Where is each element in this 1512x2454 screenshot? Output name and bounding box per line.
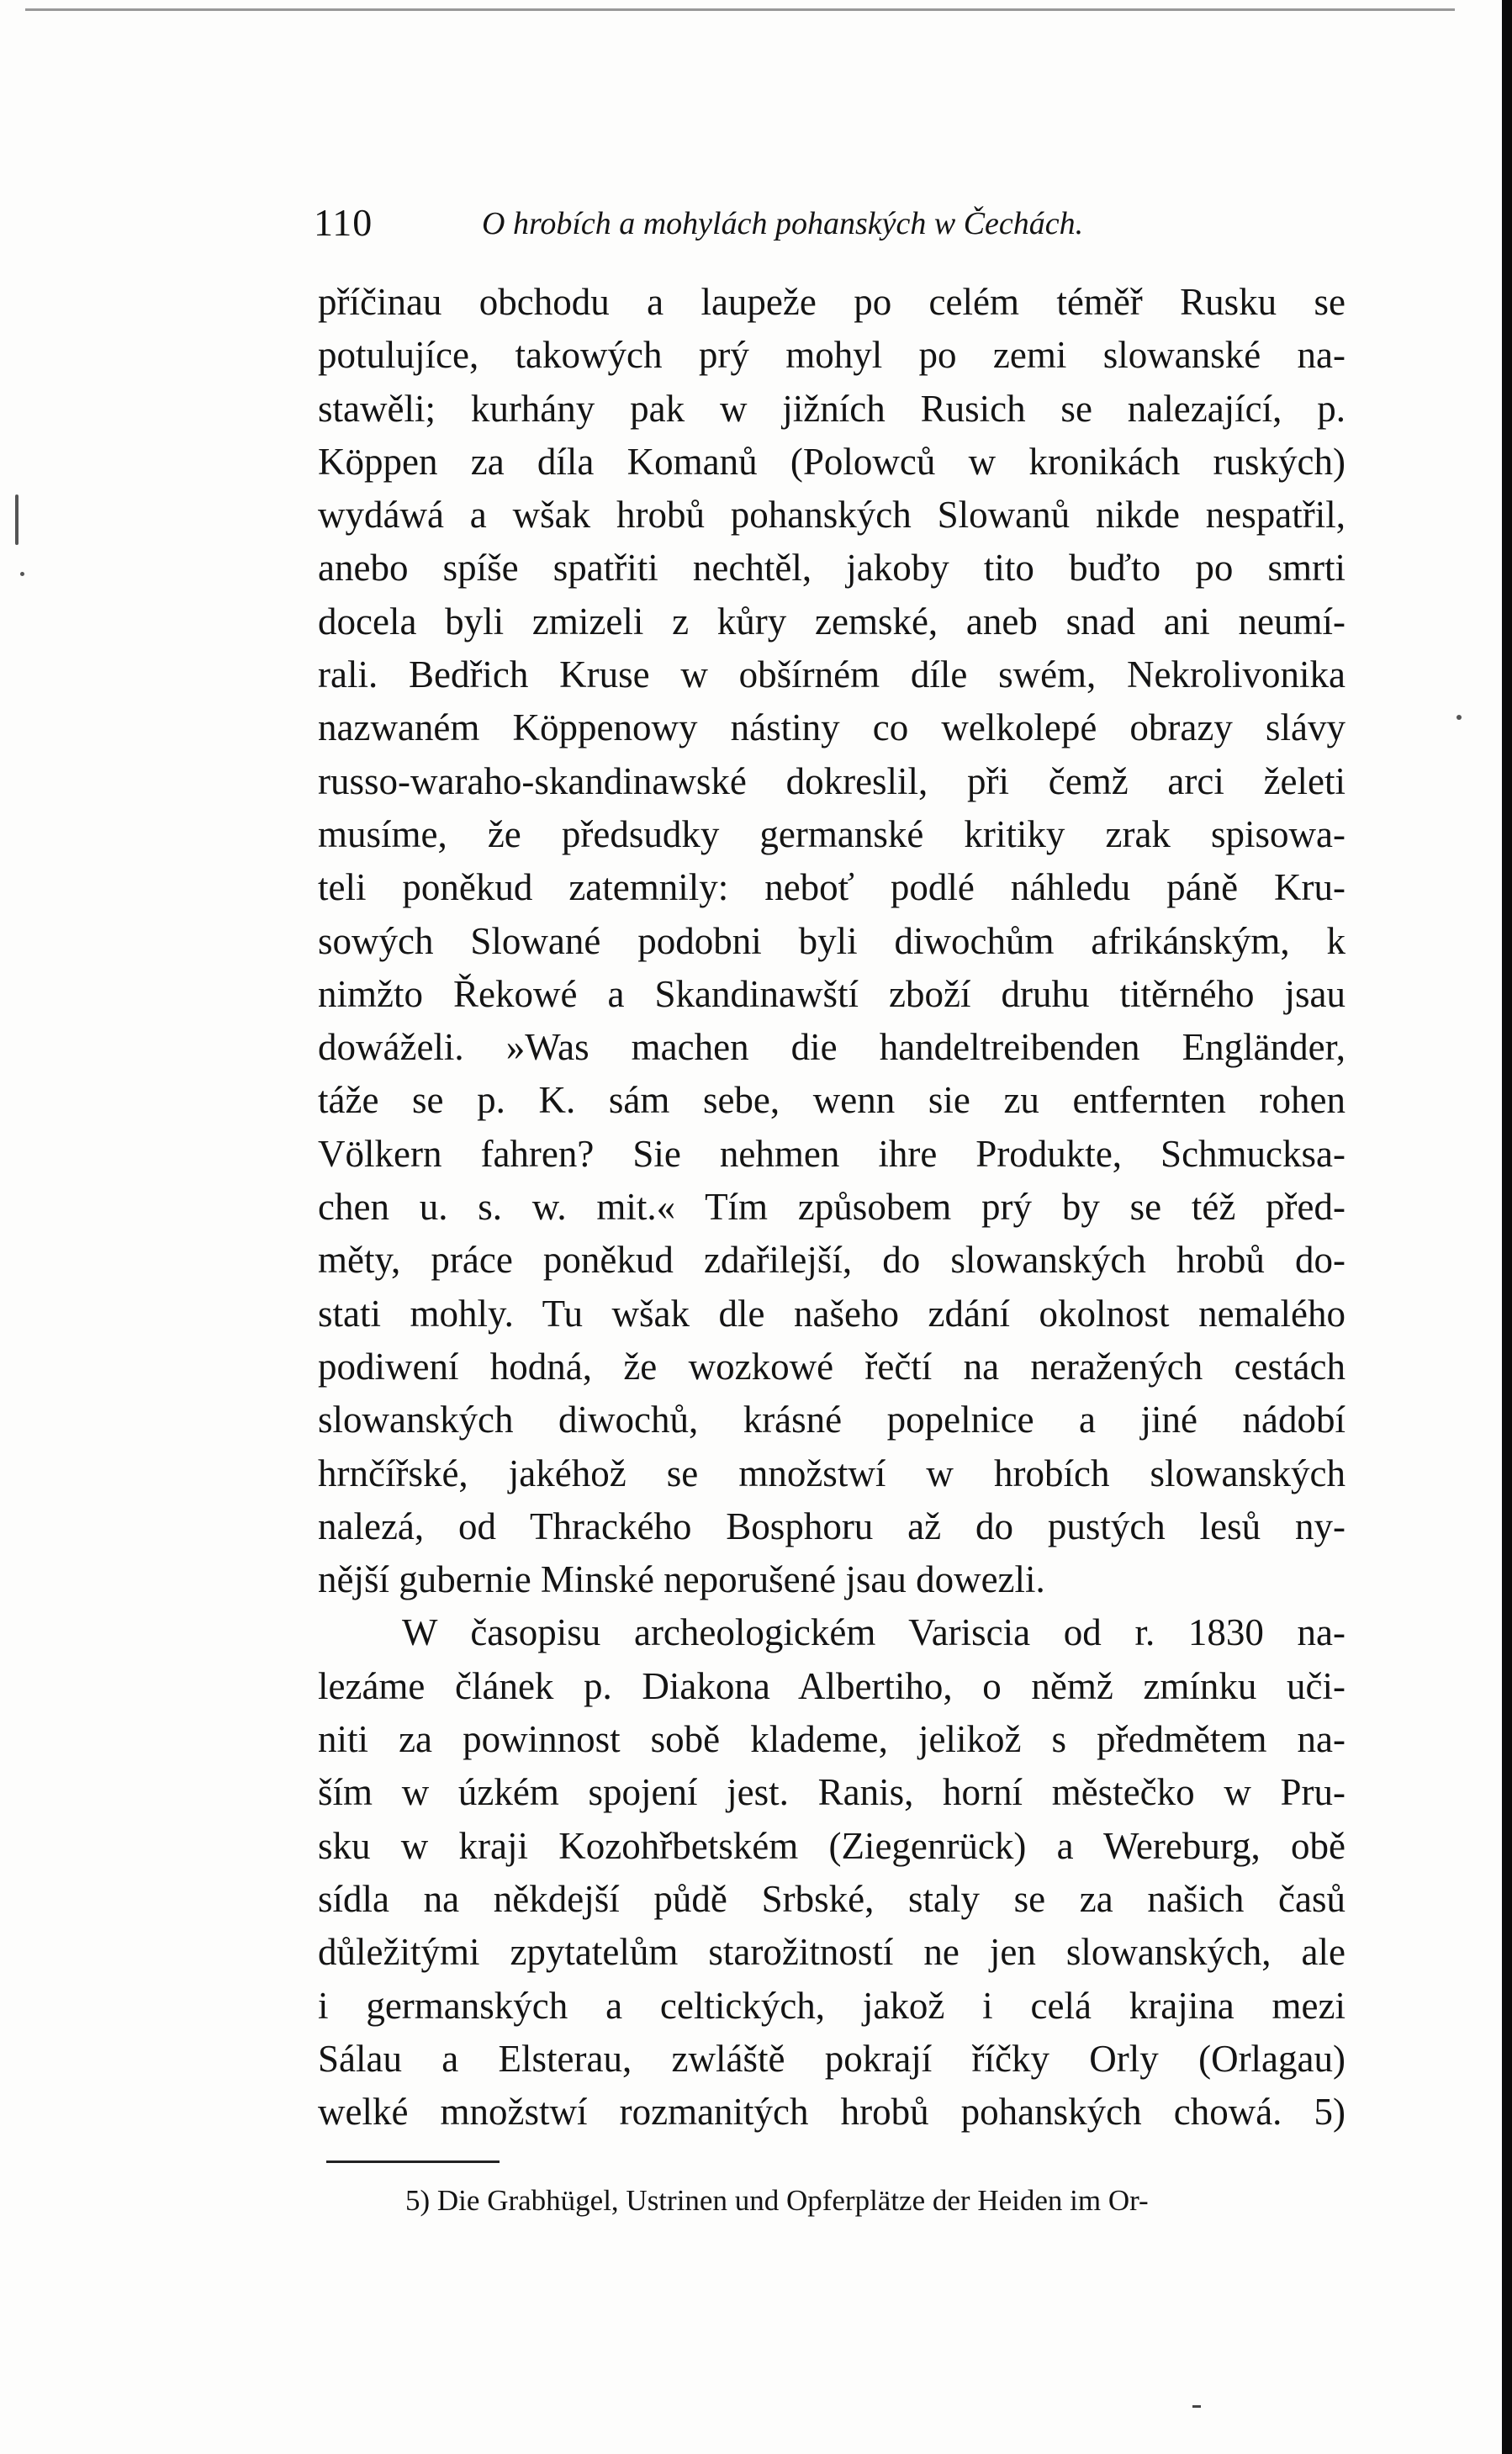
- footnote-rule: [326, 2160, 500, 2163]
- text-line: rali. Bedřich Kruse w obšírném díle swém, Nekrolivonika: [318, 653, 1345, 696]
- top-border-line: [25, 8, 1455, 11]
- text-line: potulujíce, takowých prý mohyl po zemi slowanské na-: [318, 334, 1345, 377]
- text-line: hrnčířské, jakéhož se množstwí w hrobích slowanských: [318, 1452, 1345, 1494]
- text-line: sku w kraji Kozohřbetském (Ziegenrück) a Wereburg, obě: [318, 1824, 1345, 1867]
- text-line: anebo spíše spatřiti nechtěl, jakoby tito buďto po smrti: [318, 547, 1345, 590]
- paragraph-end-line: nější gubernie Minské neporušené jsau dowezli.: [318, 1558, 1045, 1601]
- paragraph-start-line: W časopisu archeologickém Variscia od r. 1830 na-: [402, 1611, 1345, 1654]
- text-line: nalezá, od Thrackého Bosphoru až do pustých lesů ny-: [318, 1505, 1345, 1547]
- scan-speck: [15, 495, 19, 545]
- text-line: Köppen za díla Komanů (Polowců w kronikách ruských): [318, 440, 1345, 483]
- footnote: 5) Die Grabhügel, Ustrinen und Opferplätze der Heiden im Or-: [405, 2184, 1149, 2217]
- text-line: ším w úzkém spojení jest. Ranis, horní městečko w Pru-: [318, 1771, 1345, 1814]
- text-line: sowých Slowané podobni byli diwochům afrikánským, k: [318, 919, 1345, 962]
- text-line: i germanských a celtických, jakož i celá krajina mezi: [318, 1984, 1345, 2027]
- text-line: wydáwá a wšak hrobů pohanských Slowanů nikde nespatřil,: [318, 494, 1345, 537]
- text-line: nimžto Řekowé a Skandinawští zboží druhu titěrného jsau: [318, 972, 1345, 1015]
- text-line: niti za powinnost sobě klademe, jelikož s předmětem na-: [318, 1718, 1345, 1761]
- scan-speck: [1456, 715, 1462, 720]
- text-line: teli poněkud zatemnily: neboť podlé náhledu páně Kru-: [318, 866, 1345, 909]
- text-line: táže se p. K. sám sebe, wenn sie zu entfernten rohen: [318, 1079, 1345, 1122]
- text-line: musíme, že předsudky germanské kritiky zrak spisowa-: [318, 812, 1345, 855]
- page-number: 110: [314, 201, 373, 244]
- page-header: [314, 200, 1348, 251]
- text-line: russo-waraho-skandinawské dokreslil, při čemž arci želeti: [318, 759, 1345, 802]
- text-line: stawěli; kurhány pak w jižních Rusich se nalezající, p.: [318, 387, 1345, 430]
- text-line: nazwaném Köppenowy nástiny co welkolepé obrazy slávy: [318, 706, 1345, 749]
- text-line: Sálau a Elsterau, zwláště pokrají říčky Orly (Orlagau): [318, 2037, 1345, 2080]
- text-line: podiwení hodná, že wozkowé řečtí na neražených cestách: [318, 1345, 1345, 1388]
- scan-right-edge: [1502, 0, 1512, 2454]
- text-line: měty, práce poněkud zdařilejší, do slowanských hrobů do-: [318, 1239, 1345, 1282]
- text-line: chen u. s. w. mit.« Tím způsobem prý by se též před-: [318, 1186, 1345, 1229]
- text-line: lezáme článek p. Diakona Albertiho, o němž zmínku uči-: [318, 1664, 1345, 1707]
- body-text: [318, 276, 1345, 2139]
- text-line: dowáželi. »Was machen die handeltreibenden Engländer,: [318, 1026, 1345, 1069]
- text-line: důležitými zpytatelům starožitností ne jen slowanských, ale: [318, 1931, 1345, 1974]
- scan-mark: [1192, 2405, 1201, 2408]
- text-line: sídla na někdejší půdě Srbské, staly se za našich časů: [318, 1877, 1345, 1920]
- scan-speck: [20, 572, 24, 576]
- text-line: stati mohly. Tu wšak dle našeho zdání okolnost nemalého: [318, 1292, 1345, 1335]
- text-line: welké množstwí rozmanitých hrobů pohanských chowá. 5): [318, 2091, 1345, 2134]
- running-title: O hrobích a mohylách pohanských w Čechách.: [482, 206, 1084, 241]
- text-line: docela byli zmizeli z kůry zemské, aneb snad ani neumí-: [318, 600, 1345, 643]
- text-line: Völkern fahren? Sie nehmen ihre Produkte, Schmucksa-: [318, 1132, 1345, 1175]
- text-line: slowanských diwochů, krásné popelnice a jiné nádobí: [318, 1399, 1345, 1441]
- text-line: příčinau obchodu a laupeže po celém téměř Rusku se: [318, 281, 1345, 323]
